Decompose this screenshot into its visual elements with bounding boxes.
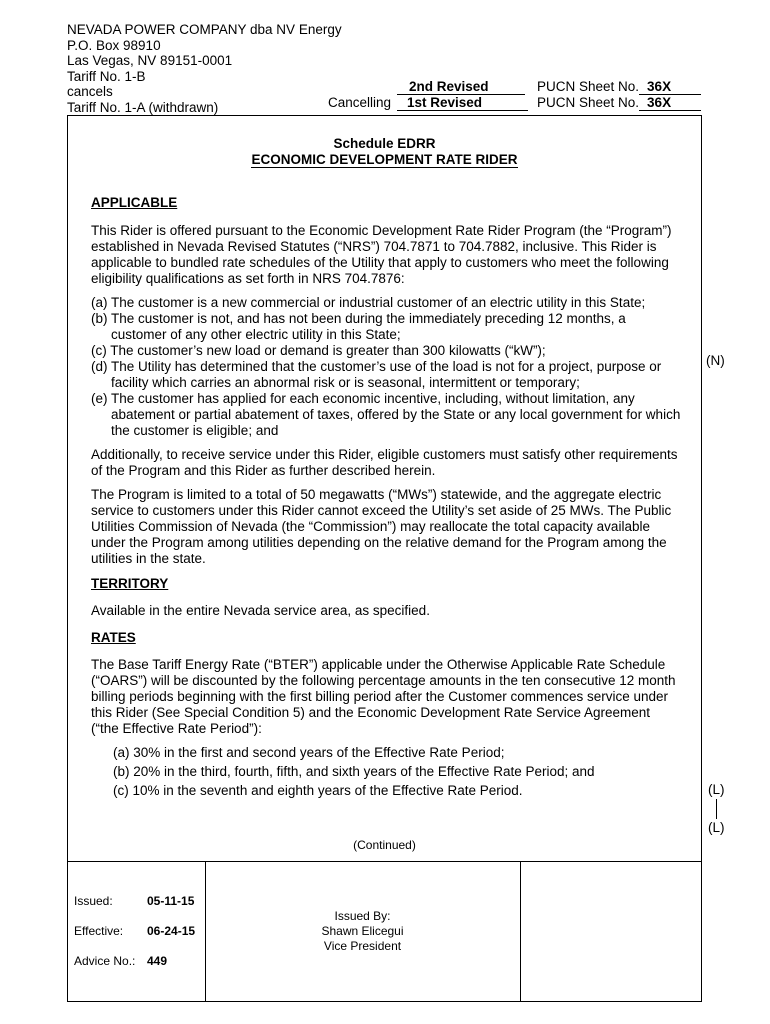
sheet-label: PUCN Sheet No. [537,79,640,94]
advice-number: 449 [147,954,168,968]
eligibility-list [91,295,681,439]
effective-date: 06-24-15 [147,924,196,938]
company-name: NEVADA POWER COMPANY dba NV Energy [67,22,342,37]
applicable-intro: This Rider is offered pursuant to the Economic Development Rate Rider Program (the “Program”) established in Nevada Revised Statutes (“NRS”) 704.7871 to 704.7882, inclusive. This Rider is applicable to bundled rate schedules of the Utility that apply to customers who meet the following eligibility qualifications as set forth in NRS 704.7876: [91,223,672,286]
continued-label: (Continued) [353,838,416,852]
issued-date: 05-11-15 [147,894,195,908]
list-item: (b) 20% in the third, fourth, fifth, and sixth years of the Effective Rate Period; and [113,764,595,779]
sheet-number: 36X [639,79,701,95]
sheet-number-cancelled [537,95,701,111]
issued-by-block [205,909,520,954]
issuer-title: Vice President [323,939,402,953]
applicable-heading: APPLICABLE [91,195,178,210]
document-body [91,195,681,799]
list-item: (c) 10% in the seventh and eighth years of the Effective Rate Period. [113,783,523,798]
rates-list [113,745,681,799]
company-header [67,22,342,115]
tariff-number: Tariff No. 1-B [67,68,146,84]
city-address: Las Vegas, NV 89151-0001 [67,53,233,68]
old-tariff: Tariff No. 1-A (withdrawn) [67,99,219,115]
cancels-label: cancels [67,84,113,99]
revision-label: 2nd Revised [397,79,525,95]
sheet-label: PUCN Sheet No. [537,95,640,110]
additionally-paragraph: Additionally, to receive service under this Rider, eligible customers must satisfy other requirements of the Program and this Rider as further described herein. [91,447,678,478]
new-mark: (N) [706,353,725,368]
schedule-title: Schedule EDRR [333,136,436,151]
list-item: (a) 30% in the first and second years of the Effective Rate Period; [113,745,505,760]
l-mark-bottom: (L) [708,820,725,835]
rates-text: The Base Tariff Energy Rate (“BTER”) applicable under the Otherwise Applicable Rate Schedule (“OARS”) will be discounted by the following percentage amounts in the ten consecutive 12 month billing periods beginning with the first billing period after the Customer commences service under this Rider (See Special Condition 5) and the Economic Development Rate Service Agreement (“the Effective Rate Period”): [91,657,676,736]
list-item: (c) The customer’s new load or demand is greater than 300 kilowatts (“kW”); [91,343,546,358]
list-item: (b) The customer is not, and has not been during the immediately preceding 12 months, a customer of any other electric utility in this State; [91,311,626,342]
list-item: (a) The customer is a new commercial or industrial customer of an electric utility in this State; [91,295,646,310]
l-mark-bar [716,799,717,819]
territory-text: Available in the entire Nevada service area, as specified. [91,603,430,618]
issued-label: Issued: [74,894,113,908]
list-item: (e) The customer has applied for each economic incentive, including, without limitation, any abatement or partial abatement of taxes, offered by the State or any local government for which the customer is eligible; and [91,391,681,438]
footer-column-divider [520,861,521,1002]
list-item: (d) The Utility has determined that the customer’s use of the load is not for a project, purpose or facility which carries an abnormal risk or is seasonal, intermittent or temporary; [91,359,662,390]
territory-heading: TERRITORY [91,576,169,591]
advice-label: Advice No.: [74,954,136,968]
rider-title [67,152,702,168]
limit-paragraph: The Program is limited to a total of 50 megawatts (“MWs”) statewide, and the aggregate electric service to customers under this Rider cannot exceed the Utility’s set aside of 25 MWs. The Public Utilities Commission of Nevada (the “Commission”) may reallocate the total capacity available under the Program among utilities depending on the relative demand for the Program among the utilities in the state. [91,487,672,566]
issuer-name: Shawn Elicegui [321,924,404,938]
issued-by-label: Issued By: [334,909,391,923]
effective-label: Effective: [74,924,124,938]
po-box: P.O. Box 98910 [67,37,161,53]
cancelling-label: Cancelling [328,95,392,110]
footer-divider [67,861,702,862]
cancelling-value: 1st Revised [397,95,528,111]
rider-title-text: ECONOMIC DEVELOPMENT RATE RIDER [251,152,518,167]
rates-heading: RATES [91,630,136,645]
sheet-number: 36X [639,95,701,111]
sheet-number-current [537,79,701,95]
l-mark-top: (L) [708,782,725,797]
